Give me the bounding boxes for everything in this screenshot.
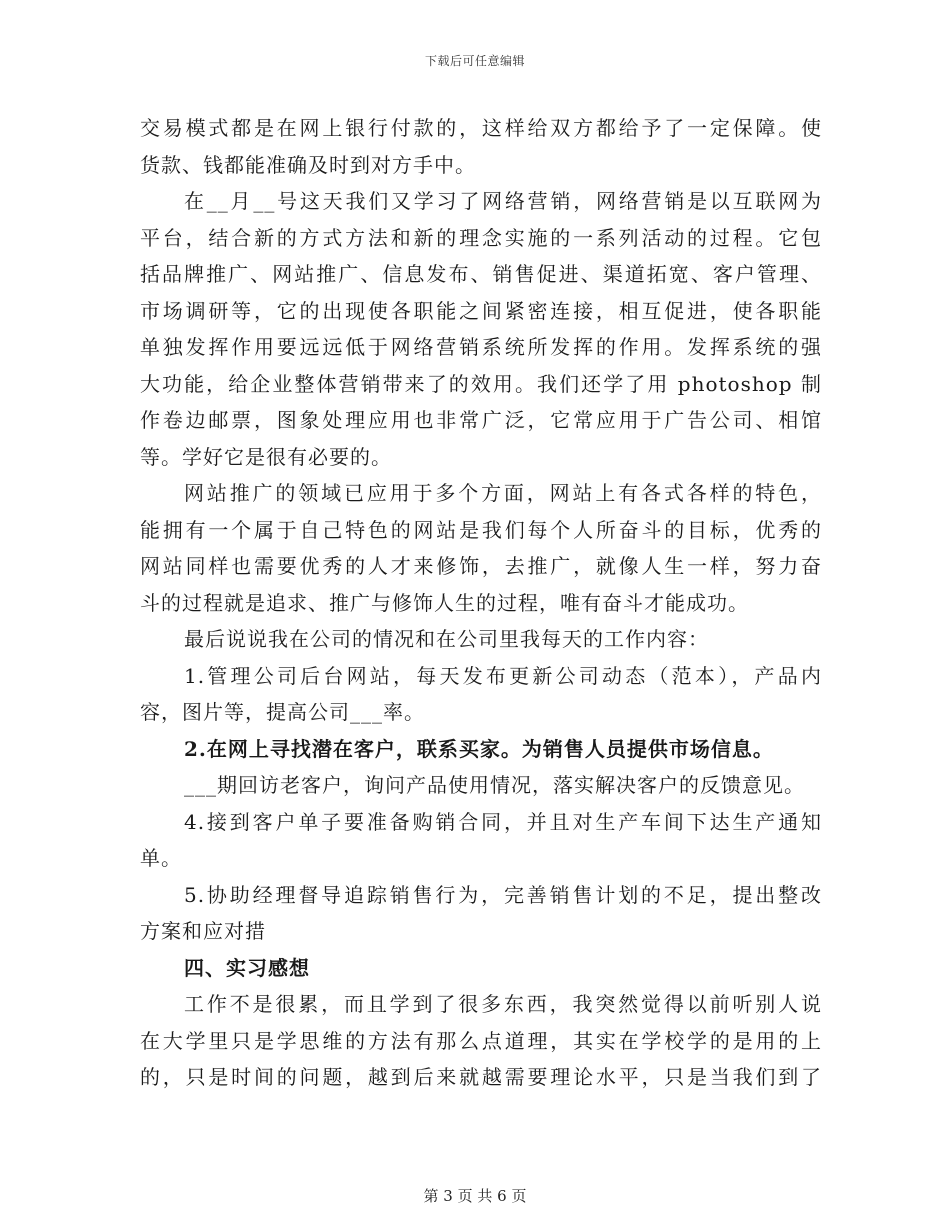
- paragraph-line: 网站推广的领域已应用于多个方面，网站上有各式各样的特色，: [184, 481, 822, 505]
- paragraph-line: 网站同样也需要优秀的人才来修饰，去推广，就像人生一样，努力奋: [140, 554, 822, 578]
- paragraph-line: 斗的过程就是追求、推广与修饰人生的过程，唯有奋斗才能成功。: [140, 590, 749, 615]
- paragraph-line: 交易模式都是在网上银行付款的，这样给双方都给予了一定保障。使: [140, 116, 822, 140]
- list-item-line: 1.管理公司后台网站，每天发布更新公司动态（范本），产品内: [184, 663, 822, 688]
- paragraph-line: 货款、钱都能准确及时到对方手中。: [140, 152, 476, 177]
- list-item-line: 5.协助经理督导追踪销售行为，完善销售计划的不足，提出整改: [184, 882, 822, 907]
- page-header: 下载后可任意编辑: [424, 54, 525, 68]
- paragraph-line: 的，只是时间的问题，越到后来就越需要理论水平，只是当我们到了: [140, 1065, 822, 1089]
- list-item-line: 4.接到客户单子要准备购销合同，并且对生产车间下达生产通知: [184, 809, 822, 834]
- list-item-line: ___期回访老客户，询问产品使用情况，落实解决客户的反馈意见。: [184, 773, 805, 797]
- list-item-line: 容，图片等，提高公司___率。: [140, 700, 425, 724]
- list-item-line: 方案和应对措: [140, 919, 266, 943]
- paragraph-line: 最后说说我在公司的情况和在公司里我每天的工作内容：: [184, 627, 709, 651]
- paragraph-line: 市场调研等，它的出现使各职能之间紧密连接，相互促进，使各职能: [140, 298, 822, 323]
- paragraph-line: 平台，结合新的方式方法和新的理念实施的一系列活动的过程。它包: [140, 225, 822, 250]
- list-item-line: 2.在网上寻找潜在客户，联系买家。为销售人员提供市场信息。: [184, 736, 774, 761]
- paragraph-line: 作卷边邮票，图象处理应用也非常广泛，它常应用于广告公司、相馆: [140, 408, 822, 432]
- paragraph-line: 大功能，给企业整体营销带来了的效用。我们还学了用 photoshop 制: [140, 371, 822, 396]
- paragraph-line: 在大学里只是学思维的方法有那么点道理，其实在学校学的是用的上: [140, 1028, 822, 1053]
- page-footer: 第 3 页 共 6 页: [423, 1187, 527, 1205]
- list-item-line: 单。: [140, 846, 182, 870]
- paragraph-line: 等。学好它是很有必要的。: [140, 444, 392, 469]
- paragraph-line: 在__月__号这天我们又学习了网络营销，网络营销是以互联网为: [184, 189, 822, 213]
- paragraph-line: 括品牌推广、网站推广、信息发布、销售促进、渠道拓宽、客户管理、: [140, 262, 822, 286]
- document-body: [140, 110, 822, 1096]
- paragraph-line: 单独发挥作用要远远低于网络营销系统所发挥的作用。发挥系统的强: [140, 335, 822, 359]
- paragraph-line: 能拥有一个属于自己特色的网站是我们每个人所奋斗的目标，优秀的: [140, 517, 822, 542]
- section-heading: 四、实习感想: [184, 955, 310, 980]
- paragraph-line: 工作不是很累，而且学到了很多东西，我突然觉得以前听别人说: [184, 992, 822, 1016]
